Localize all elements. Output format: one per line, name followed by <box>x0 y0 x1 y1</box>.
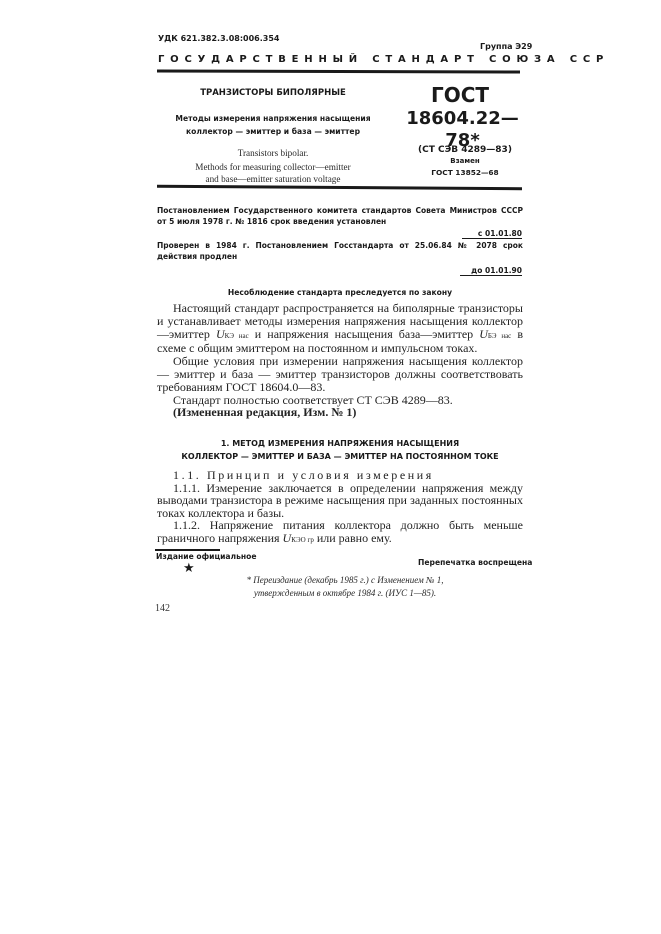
intro-text: в схеме с общим эмиттером на постоянном и импульсном токах. <box>157 326 524 356</box>
footer-rule <box>155 549 220 551</box>
intro-text: и напряжения насыщения база—эмиттер <box>248 326 480 341</box>
reissue-footnote <box>215 574 475 600</box>
st-sev-reference: (СТ СЭВ 4289—83) <box>418 145 512 155</box>
title-en-line3: and base—emitter saturation voltage <box>205 174 341 184</box>
group-code: Группа Э29 <box>480 42 533 51</box>
revision-text: Проверен в 1984 г. Постановлением Госстандарта от 25.06.84 № 2078 срок действия продлен <box>157 241 523 261</box>
gost-label: ГОСТ <box>430 83 490 107</box>
clause-1-1-2 <box>157 519 523 546</box>
footnote-line2: утвержденным в октябре 1984 г. (ИУС 1—85). <box>253 588 437 598</box>
title-en-line1: Transistors bipolar. <box>237 148 309 158</box>
subtitle-ru-line1: Методы измерения напряжения насыщения <box>175 114 371 123</box>
title-en-line2: Methods for measuring collector—emitter <box>195 162 351 172</box>
decree-text: Постановлением Государственного комитета стандартов Совета Министров СССР от 5 июля 1978 г. № 1816 срок введения установлен <box>157 206 523 226</box>
document-title-ru: ТРАНЗИСТОРЫ БИПОЛЯРНЫЕ <box>200 88 346 98</box>
state-standard-banner: ГОСУДАРСТВЕННЫЙ СТАНДАРТ СОЮЗА ССР <box>158 54 610 65</box>
star-icon: ★ <box>183 561 195 576</box>
intro-paragraph-1 <box>157 302 523 355</box>
clause-1-1-1: 1.1.1. Измерение заключается в определении напряжения между выводами транзистора в режиме насыщения при заданных постоянных токах коллектора и базы. <box>157 480 523 520</box>
intro-section <box>157 302 523 419</box>
symbol-subscript: КЭО гр <box>291 535 314 544</box>
footnote-line1: * Переиздание (декабрь 1985 г.) с Изменением № 1, <box>246 575 444 585</box>
document-title-en <box>158 147 388 185</box>
subsection-heading: 1.1. Принцип и условия измерения <box>173 468 434 482</box>
section-1-heading <box>157 437 523 463</box>
intro-text: Настоящий стандарт распространяется на биполярные транзисторы и устанавливает методы измерения напряжения насыщения коллектор—эмиттер <box>157 301 523 341</box>
section-title-line1: 1. МЕТОД ИЗМЕРЕНИЯ НАПРЯЖЕНИЯ НАСЫЩЕНИЯ <box>220 439 460 448</box>
replaces-label: Взамен <box>450 157 480 165</box>
intro-paragraph-2: Общие условия при измерении напряжения насыщения коллектор — эмиттер и база — эмиттер транзисторов должны соответствовать требованиям ГОСТ 18604.0—83. <box>157 354 523 394</box>
udk-code: УДК 621.382.3.08:006.354 <box>158 34 280 43</box>
intro-paragraph-3: Стандарт полностью соответствует СТ СЭВ 4289—83. <box>173 392 453 407</box>
document-subtitle-ru <box>158 112 388 138</box>
subtitle-ru-line2: коллектор — эмиттер и база — эмиттер <box>185 127 361 136</box>
title-rule <box>157 185 522 191</box>
replaced-standard: ГОСТ 13852—68 <box>431 168 499 177</box>
gost-number: 18604.22—78* <box>406 108 519 151</box>
symbol-subscript: КЭ нас <box>224 331 249 340</box>
amendment-note: (Измененная редакция, Изм. № 1) <box>173 405 357 420</box>
symbol-u: U <box>215 326 225 341</box>
header-rule <box>157 70 520 74</box>
expiry-date: до 01.01.90 <box>460 266 522 276</box>
law-notice: Несоблюдение стандарта преследуется по закону <box>227 288 453 297</box>
effective-date: с 01.01.80 <box>462 229 522 239</box>
symbol-subscript: БЭ нас <box>487 331 512 340</box>
section-title-line2: КОЛЛЕКТОР — ЭМИТТЕР И БАЗА — ЭМИТТЕР НА ПОСТОЯННОМ ТОКЕ <box>181 452 499 461</box>
section-1-body <box>157 469 523 547</box>
symbol-u: U <box>282 530 292 545</box>
symbol-u: U <box>479 326 488 341</box>
clause-text: или равно ему. <box>313 530 392 545</box>
page-number: 142 <box>155 603 170 614</box>
reprint-notice: Перепечатка воспрещена <box>418 558 533 567</box>
official-edition-label: Издание официальное <box>156 552 257 561</box>
clause-text: 1.1.2. Напряжение питания коллектора должно быть меньше граничного напряжения <box>157 518 523 545</box>
